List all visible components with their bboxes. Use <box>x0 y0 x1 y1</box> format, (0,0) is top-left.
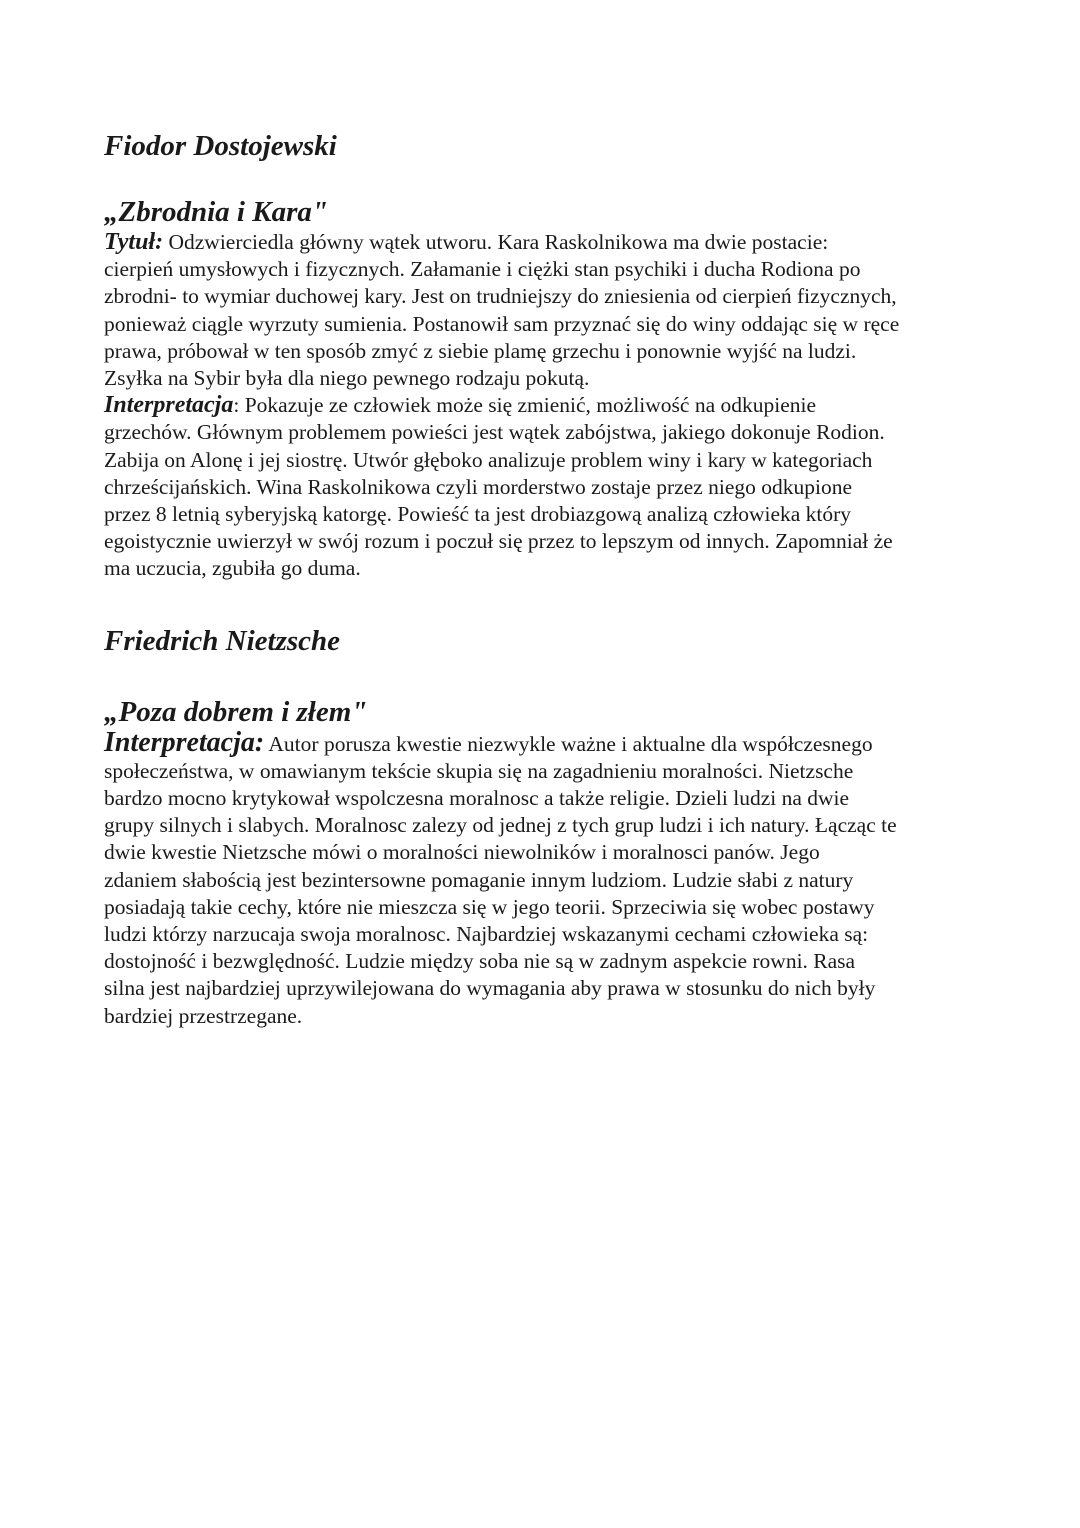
paragraph-label: Interpretacja <box>104 392 234 419</box>
paragraph-line: dwie kwestie Nietzsche mówi o moralności niewolników i moralnosci panów. Jego <box>104 840 820 865</box>
paragraph-line: silna jest najbardziej uprzywilejowana do wymagania aby prawa w stosunku do nich były <box>104 976 876 1001</box>
paragraph-line: zbrodni- to wymiar duchowej kary. Jest on trudniejszy do zniesienia od cierpień fizycznych, <box>104 284 897 309</box>
paragraph-text: Autor porusza kwestie niezwykle ważne i aktualne dla współczesnego <box>264 731 873 756</box>
author-heading: Friedrich Nietzsche <box>104 624 341 657</box>
paragraph-line <box>104 392 984 419</box>
title-paragraph <box>104 229 984 392</box>
paragraph-line: Zabija on Alonę i jej siostrę. Utwór głęboko analizuje problem winy i kary w kategoriach <box>104 447 873 472</box>
paragraph-line: społeczeństwa, w omawianym tekście skupia się na zagadnieniu moralności. Nietzsche <box>104 758 854 783</box>
paragraph-line: bardziej przestrzegane. <box>104 1003 303 1028</box>
paragraph-line <box>104 229 984 256</box>
paragraph-line: zdaniem słabością jest bezintersowne pomaganie innym ludziom. Ludzie słabi z natury <box>104 867 854 892</box>
work-title: „Poza dobrem i złem" <box>104 695 368 728</box>
paragraph-line: dostojność i bezwględność. Ludzie między soba nie są w zadnym aspekcie rowni. Rasa <box>104 949 856 974</box>
paragraph-line: ludzi którzy narzucaja swoja moralnosc. Najbardziej wskazanymi cechami człowieka są: <box>104 922 869 947</box>
paragraph-line: chrześcijańskich. Wina Raskolnikowa czyli morderstwo zostaje przez niego odkupione <box>104 474 853 499</box>
interpretation-paragraph <box>104 726 984 1030</box>
interpretation-paragraph <box>104 392 984 582</box>
paragraph-line: grzechów. Głównym problemem powieści jest wątek zabójstwa, jakiego dokonuje Rodion. <box>104 420 885 445</box>
paragraph-line: grupy silnych i slabych. Moralnosc zalezy od jednej z tych grup ludzi i ich natury. Łącząc te <box>104 813 897 838</box>
paragraph-line: cierpień umysłowych i fizycznych. Załamanie i ciężki stan psychiki i ducha Rodiona po <box>104 257 861 282</box>
paragraph-line: Zsyłka na Sybir była dla niego pewnego rodzaju pokutą. <box>104 366 590 391</box>
paragraph-line: posiadają takie cechy, które nie mieszcza się w jego teorii. Sprzeciwia się wobec postawy <box>104 894 875 919</box>
paragraph-line: egoistycznie uwierzył w swój rozum i poczuł się przez to lepszym od innych. Zapomniał że <box>104 529 893 554</box>
paragraph-line <box>104 726 984 758</box>
paragraph-label: Interpretacja: <box>104 726 265 758</box>
paragraph-text: Pokazuje ze człowiek może się zmienić, możliwość na odkupienie <box>239 393 817 418</box>
paragraph-label-suffix: : <box>233 393 240 418</box>
author-heading: Fiodor Dostojewski <box>104 130 337 162</box>
paragraph-line: prawa, próbował w ten sposób zmyć z siebie plamę grzechu i ponownie wyjść na ludzi. <box>104 338 857 363</box>
paragraph-line: ma uczucia, zgubiła go duma. <box>104 556 361 581</box>
paragraph-line: bardzo mocno krytykował wspolczesna moralnosc a także religie. Dzieli ludzi na dwie <box>104 786 850 811</box>
document-page <box>104 128 984 1030</box>
work-title: „Zbrodnia i Kara" <box>104 196 328 228</box>
paragraph-line: przez 8 letnią syberyjską katorgę. Powieść ta jest drobiazgową analizą człowieka który <box>104 502 852 527</box>
paragraph-line: ponieważ ciągle wyrzuty sumienia. Postanowił sam przyznać się do winy oddając się w ręce <box>104 311 900 336</box>
paragraph-label: Tytuł: <box>104 229 164 255</box>
paragraph-text: Odzwierciedla główny wątek utworu. Kara Raskolnikowa ma dwie postacie: <box>163 230 829 254</box>
